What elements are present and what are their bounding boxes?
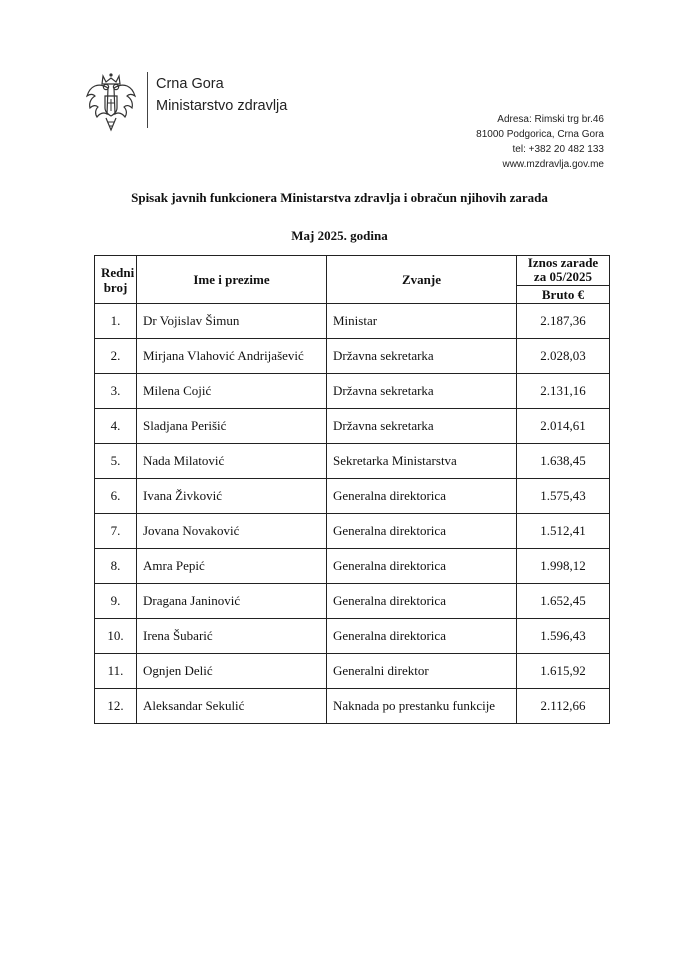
- row-title-cell: Sekretarka Ministarstva: [327, 444, 517, 479]
- address-city: 81000 Podgorica, Crna Gora: [476, 129, 604, 140]
- header-zvanje: Zvanje: [327, 256, 517, 304]
- row-amount-cell: 2.112,66: [517, 689, 610, 724]
- row-name-cell: Dr Vojislav Šimun: [137, 304, 327, 339]
- row-name-cell: Nada Milatović: [137, 444, 327, 479]
- row-title-cell: Generalna direktorica: [327, 619, 517, 654]
- row-title-cell: Naknada po prestanku funkcije: [327, 689, 517, 724]
- row-amount-cell: 1.512,41: [517, 514, 610, 549]
- row-number-cell: 4.: [95, 409, 137, 444]
- row-name-cell: Amra Pepić: [137, 549, 327, 584]
- row-number-cell: 6.: [95, 479, 137, 514]
- header-iznos-line2: za 05/2025: [533, 269, 593, 284]
- address-block: [476, 112, 604, 172]
- row-amount-cell: 2.028,03: [517, 339, 610, 374]
- header-redni-broj: [95, 256, 137, 304]
- row-amount-cell: 2.014,61: [517, 409, 610, 444]
- table-row: [95, 619, 610, 654]
- header-bruto: Bruto €: [517, 286, 610, 304]
- row-name-cell: Ivana Živković: [137, 479, 327, 514]
- header-iznos-zarade: [517, 256, 610, 286]
- row-amount-cell: 1.998,12: [517, 549, 610, 584]
- table-row: [95, 654, 610, 689]
- row-number-cell: 3.: [95, 374, 137, 409]
- country-name: Crna Gora: [156, 76, 224, 92]
- row-number-cell: 5.: [95, 444, 137, 479]
- ministry-name: Ministarstvo zdravlja: [156, 98, 288, 114]
- header-ime-prezime: Ime i prezime: [137, 256, 327, 304]
- institution-block: [156, 73, 287, 117]
- address-website: www.mzdravlja.gov.me: [502, 159, 604, 170]
- row-title-cell: Generalni direktor: [327, 654, 517, 689]
- table-row: [95, 689, 610, 724]
- row-amount-cell: 2.131,16: [517, 374, 610, 409]
- document-title: Spisak javnih funkcionera Ministarstva zdravlja i obračun njihovih zarada: [131, 190, 548, 205]
- row-name-cell: Sladjana Perišić: [137, 409, 327, 444]
- header-iznos-line1: Iznos zarade: [527, 255, 599, 270]
- row-name-cell: Milena Cojić: [137, 374, 327, 409]
- row-number-cell: 2.: [95, 339, 137, 374]
- document-period: Maj 2025. godina: [291, 228, 388, 243]
- row-number-cell: 11.: [95, 654, 137, 689]
- row-amount-cell: 1.638,45: [517, 444, 610, 479]
- table-row: [95, 374, 610, 409]
- row-number-cell: 7.: [95, 514, 137, 549]
- row-amount-cell: 1.596,43: [517, 619, 610, 654]
- row-number-cell: 8.: [95, 549, 137, 584]
- table-row: [95, 584, 610, 619]
- table-row: [95, 479, 610, 514]
- row-number-cell: 9.: [95, 584, 137, 619]
- address-phone: tel: +382 20 482 133: [512, 144, 604, 155]
- row-title-cell: Generalna direktorica: [327, 479, 517, 514]
- row-name-cell: Irena Šubarić: [137, 619, 327, 654]
- row-name-cell: Ognjen Delić: [137, 654, 327, 689]
- row-number-cell: 12.: [95, 689, 137, 724]
- row-title-cell: Generalna direktorica: [327, 514, 517, 549]
- salary-table: [94, 255, 610, 724]
- table-row: [95, 514, 610, 549]
- row-amount-cell: 1.575,43: [517, 479, 610, 514]
- header-redni-line1: Redni: [101, 264, 135, 280]
- row-name-cell: Aleksandar Sekulić: [137, 689, 327, 724]
- row-title-cell: Državna sekretarka: [327, 374, 517, 409]
- table-row: [95, 444, 610, 479]
- header-divider: [147, 72, 148, 128]
- row-number-cell: 10.: [95, 619, 137, 654]
- table-row: [95, 304, 610, 339]
- table-row: [95, 339, 610, 374]
- address-street: Adresa: Rimski trg br.46: [497, 114, 604, 125]
- row-title-cell: Generalna direktorica: [327, 549, 517, 584]
- row-title-cell: Generalna direktorica: [327, 584, 517, 619]
- header-redni-line2: broj: [103, 279, 128, 295]
- coat-of-arms-logo: [84, 72, 138, 134]
- table-row: [95, 409, 610, 444]
- row-title-cell: Ministar: [327, 304, 517, 339]
- row-amount-cell: 1.652,45: [517, 584, 610, 619]
- row-name-cell: Mirjana Vlahović Andrijašević: [137, 339, 327, 374]
- row-number-cell: 1.: [95, 304, 137, 339]
- row-name-cell: Jovana Novaković: [137, 514, 327, 549]
- row-amount-cell: 2.187,36: [517, 304, 610, 339]
- row-name-cell: Dragana Janinović: [137, 584, 327, 619]
- table-row: [95, 549, 610, 584]
- row-amount-cell: 1.615,92: [517, 654, 610, 689]
- row-title-cell: Državna sekretarka: [327, 339, 517, 374]
- row-title-cell: Državna sekretarka: [327, 409, 517, 444]
